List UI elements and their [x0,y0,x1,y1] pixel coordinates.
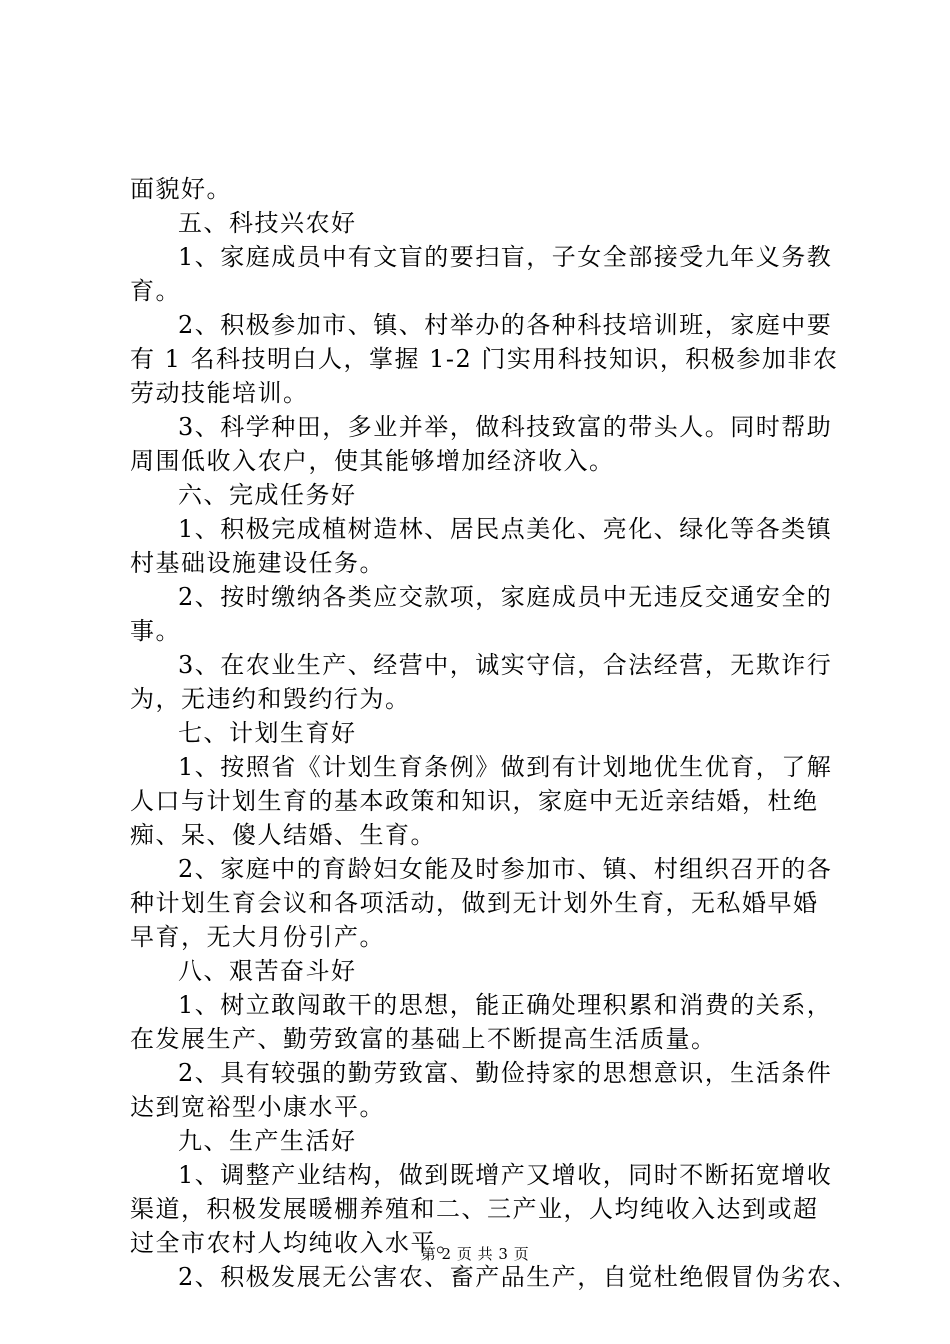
document-body [130,172,858,1294]
text-line: 痴、呆、傻人结婚、生育。 [130,821,436,849]
text-line: 周围低收入农户，使其能够增加经济收入。 [130,447,615,475]
text-line: 事。 [130,617,181,645]
text-line: 1、树立敢闯敢干的思想，能正确处理积累和消费的关系， [178,991,833,1019]
text-line: 2、按时缴纳各类应交款项，家庭成员中无违反交通安全的 [178,583,833,611]
text-line: 1、积极完成植树造林、居民点美化、亮化、绿化等各类镇 [178,515,833,543]
text-line: 六、完成任务好 [178,481,357,509]
text-line: 2、积极发展无公害农、畜产品生产，自觉杜绝假冒伪劣农、 [178,1263,858,1291]
text-line: 渠道，积极发展暖棚养殖和二、三产业，人均纯收入达到或超 [130,1195,819,1223]
text-line: 五、科技兴农好 [178,209,357,237]
text-line: 早育，无大月份引产。 [130,923,385,951]
page-footer [0,1244,950,1264]
text-line: 1、调整产业结构，做到既增产又增收，同时不断拓宽增收 [178,1161,833,1189]
text-line: 2、家庭中的育龄妇女能及时参加市、镇、村组织召开的各 [178,855,833,883]
text-line: 1、按照省《计划生育条例》做到有计划地优生优育，了解 [178,753,833,781]
text-line: 村基础设施建设任务。 [130,549,385,577]
text-line: 育。 [130,277,181,305]
text-line: 种计划生育会议和各项活动，做到无计划外生育，无私婚早婚 [130,889,819,917]
text-line: 3、科学种田，多业并举，做科技致富的带头人。同时帮助 [178,413,833,441]
text-line: 过全市农村人均纯收入水平。 [130,1229,462,1257]
text-line: 3、在农业生产、经营中，诚实守信，合法经营，无欺诈行 [178,651,833,679]
text-line: 九、生产生活好 [178,1127,357,1155]
text-line: 七、计划生育好 [178,719,357,747]
text-line: 有 1 名科技明白人，掌握 1-2 门实用科技知识，积极参加非农 [130,345,839,373]
text-line: 人口与计划生育的基本政策和知识，家庭中无近亲结婚，杜绝 [130,787,819,815]
text-line: 八、艰苦奋斗好 [178,957,357,985]
text-line: 1、家庭成员中有文盲的要扫盲，子女全部接受九年义务教 [178,243,833,271]
text-line: 达到宽裕型小康水平。 [130,1093,385,1121]
text-line: 为，无违约和毁约行为。 [130,685,411,713]
text-line: 2、具有较强的勤劳致富、勤俭持家的思想意识，生活条件 [178,1059,833,1087]
text-line: 面貌好。 [130,175,232,203]
text-line: 2、积极参加市、镇、村举办的各种科技培训班，家庭中要 [178,311,833,339]
text-line: 在发展生产、勤劳致富的基础上不断提高生活质量。 [130,1025,717,1053]
text-line: 劳动技能培训。 [130,379,309,407]
page-number-label: 第 2 页 共 3 页 [420,1245,530,1263]
